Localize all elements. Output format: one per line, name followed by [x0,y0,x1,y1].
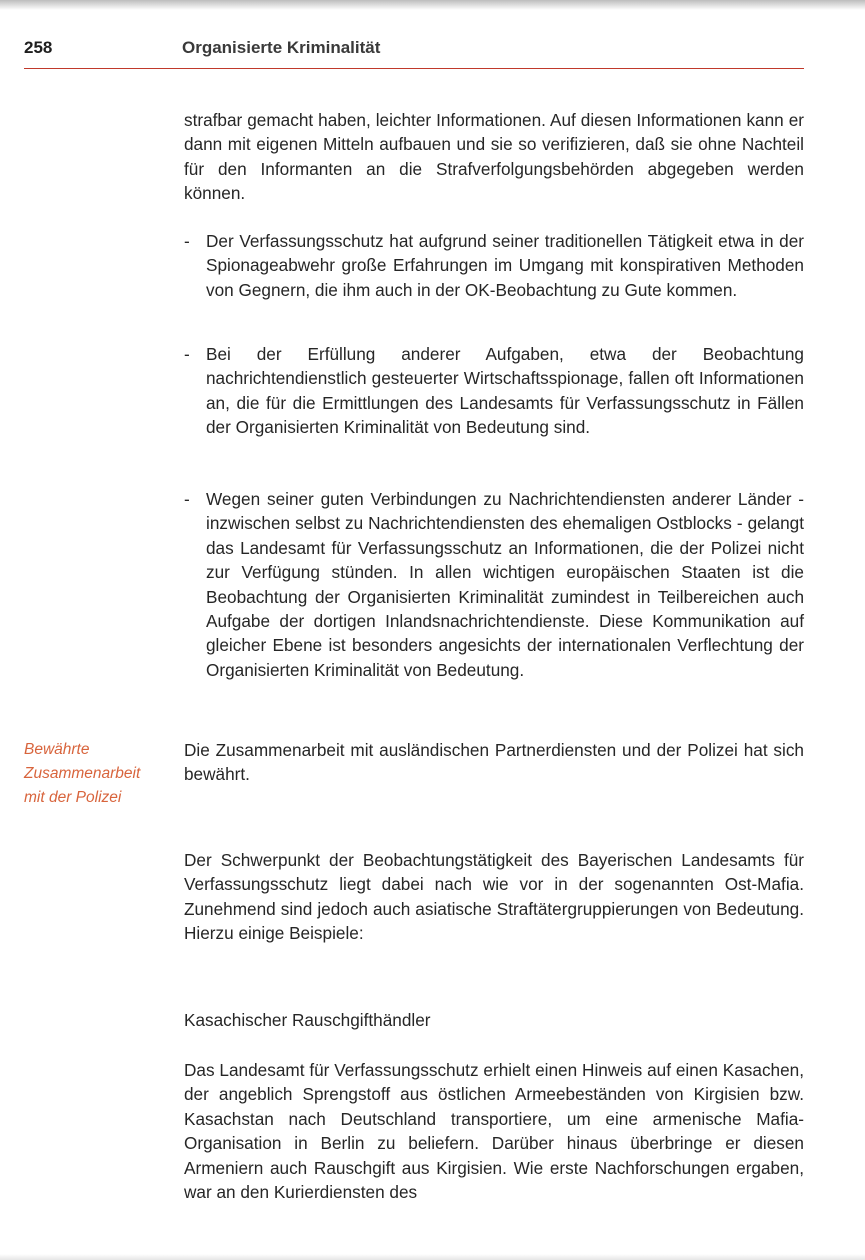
bullet-text: Bei der Erfüllung anderer Aufgaben, etwa der Beobachtung nachrichtendienstlich gesteuerter Wirtschaftsspionage, fallen oft Informationen an, die für die Ermittlungen des Landesamts für Verfassungsschutz in Fällen der Organisierten Kriminalität von Bedeutung sind. [206,344,804,438]
margin-note-line: Bewährte [24,741,90,758]
page-number: 258 [24,38,53,57]
bullet-dash: - [184,489,190,509]
page-header [24,38,804,69]
paragraph-collaboration: Die Zusammenarbeit mit ausländischen Partnerdiensten und der Polizei hat sich bewährt. [184,740,804,785]
bullet-item [184,229,804,302]
bullet-dash: - [184,231,190,251]
margin-note-line: mit der Polizei [24,789,122,806]
paragraph-case: Das Landesamt für Verfassungsschutz erhielt einen Hinweis auf einen Kasachen, der angeblich Sprengstoff aus östlichen Armeebeständen von Kirgisien bzw. Kasachstan nach Deutschland transportiere, um eine armenische Mafia-Organisation in Berlin zu beliefern. Darüber hinaus überbringe er diesen Armeniern auch Rauschgift aus Kirgisien. Wie erste Nachforschungen ergaben, war an den Kurierdiensten des [184,1060,804,1203]
page-top-shadow [0,0,865,10]
bullet-item [184,487,804,682]
section-subheading: Kasachischer Rauschgifthändler [184,1010,431,1030]
page-bottom-shadow [0,1254,865,1260]
bullet-text: Wegen seiner guten Verbindungen zu Nachrichtendiensten anderer Länder - inzwischen selbst zu Nachrichtendiensten des ehemaligen Ostblocks - gelangt das Landesamt für Verfassungsschutz an Informationen, die der Polizei nicht zur Verfügung stünden. In allen wichtigen europäischen Staaten ist die Beobachtung der Organisierten Kriminalität zumindest in Teilbereichen auch Aufgabe der dortigen Inlandsnachrichtendienste. Diese Kommunikation auf gleicher Ebene ist besonders angesichts der internationalen Verflechtung der Organisierten Kriminalität von Bedeutung. [206,489,804,680]
margin-note-line: Zusammenarbeit [24,765,141,782]
bullet-text: Der Verfassungsschutz hat aufgrund seiner traditionellen Tätigkeit etwa in der Spionageabwehr große Erfahrungen im Umgang mit konspirativen Methoden von Gegnern, die ihm auch in der OK-Beobachtung zu Gute kommen. [206,231,804,300]
bullet-dash: - [184,344,190,364]
running-title: Organisierte Kriminalität [182,38,381,57]
margin-note [24,738,174,810]
paragraph-continuation: strafbar gemacht haben, leichter Informationen. Auf diesen Informationen kann er dann mit eigenen Mitteln aufbauen und sie so verifizieren, daß sie ohne Nachteil für den Informanten an die Strafverfolgungsbehörden abgegeben werden können. [184,110,804,204]
bullet-item [184,342,804,440]
paragraph-focus: Der Schwerpunkt der Beobachtungstätigkeit des Bayerischen Landesamts für Verfassungsschutz liegt dabei nach wie vor in der sogenannten Ost-Mafia. Zunehmend sind jedoch auch asiatische Straftätergruppierungen von Bedeutung. Hierzu einige Beispiele: [184,850,804,944]
